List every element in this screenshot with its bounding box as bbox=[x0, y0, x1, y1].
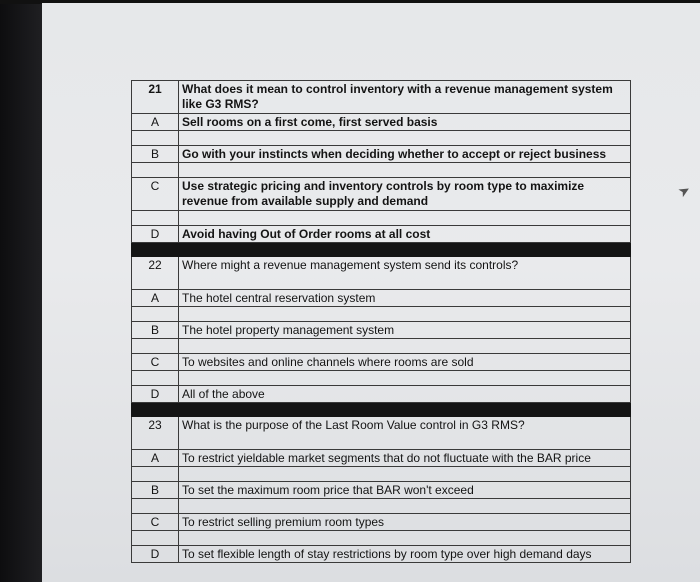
option-row[interactable] bbox=[132, 146, 631, 163]
option-text: To set flexible length of stay restrictions by room type over high demand days bbox=[179, 546, 631, 563]
question-row bbox=[132, 417, 631, 450]
option-letter: B bbox=[132, 322, 179, 339]
spacer-row bbox=[132, 163, 631, 178]
option-text: To set the maximum room price that BAR won't exceed bbox=[179, 482, 631, 499]
option-row[interactable] bbox=[132, 322, 631, 339]
option-text: To restrict yieldable market segments that do not fluctuate with the BAR price bbox=[179, 450, 631, 467]
question-number: 23 bbox=[132, 417, 179, 450]
spacer-row bbox=[132, 371, 631, 386]
spacer-row bbox=[132, 531, 631, 546]
option-row[interactable] bbox=[132, 114, 631, 131]
option-text: Use strategic pricing and inventory controls by room type to maximize revenue from available supply and demand bbox=[179, 178, 631, 211]
option-row[interactable] bbox=[132, 226, 631, 243]
spacer-row bbox=[132, 307, 631, 322]
option-text: To websites and online channels where rooms are sold bbox=[179, 354, 631, 371]
spacer-row bbox=[132, 339, 631, 354]
spacer-row bbox=[132, 499, 631, 514]
option-text: The hotel central reservation system bbox=[179, 290, 631, 307]
option-letter: A bbox=[132, 290, 179, 307]
option-letter: C bbox=[132, 354, 179, 371]
option-letter: D bbox=[132, 386, 179, 403]
option-letter: C bbox=[132, 514, 179, 531]
question-text: Where might a revenue management system send its controls? bbox=[179, 257, 631, 290]
option-text: Sell rooms on a first come, first served basis bbox=[179, 114, 631, 131]
option-row[interactable] bbox=[132, 354, 631, 371]
mouse-cursor-icon: ➤ bbox=[675, 181, 694, 202]
spacer-row bbox=[132, 131, 631, 146]
question-text: What does it mean to control inventory with a revenue management system like G3 RMS? bbox=[179, 81, 631, 114]
question-number: 22 bbox=[132, 257, 179, 290]
option-text: Avoid having Out of Order rooms at all cost bbox=[179, 226, 631, 243]
option-row[interactable] bbox=[132, 514, 631, 531]
option-letter: D bbox=[132, 226, 179, 243]
option-letter: A bbox=[132, 114, 179, 131]
question-row bbox=[132, 257, 631, 290]
separator-row bbox=[132, 403, 631, 417]
question-row bbox=[132, 81, 631, 114]
option-letter: B bbox=[132, 146, 179, 163]
question-number: 21 bbox=[132, 81, 179, 114]
option-text: All of the above bbox=[179, 386, 631, 403]
option-letter: D bbox=[132, 546, 179, 563]
option-row[interactable] bbox=[132, 482, 631, 499]
option-letter: B bbox=[132, 482, 179, 499]
option-letter: A bbox=[132, 450, 179, 467]
quiz-table bbox=[131, 80, 631, 563]
option-text: To restrict selling premium room types bbox=[179, 514, 631, 531]
spacer-row bbox=[132, 467, 631, 482]
option-text: The hotel property management system bbox=[179, 322, 631, 339]
separator-row bbox=[132, 243, 631, 257]
spacer-row bbox=[132, 211, 631, 226]
question-text: What is the purpose of the Last Room Value control in G3 RMS? bbox=[179, 417, 631, 450]
option-row[interactable] bbox=[132, 386, 631, 403]
device-bezel bbox=[0, 0, 42, 582]
option-text: Go with your instincts when deciding whether to accept or reject business bbox=[179, 146, 631, 163]
option-row[interactable] bbox=[132, 546, 631, 563]
option-row[interactable] bbox=[132, 450, 631, 467]
option-letter: C bbox=[132, 178, 179, 211]
option-row[interactable] bbox=[132, 290, 631, 307]
option-row[interactable] bbox=[132, 178, 631, 211]
